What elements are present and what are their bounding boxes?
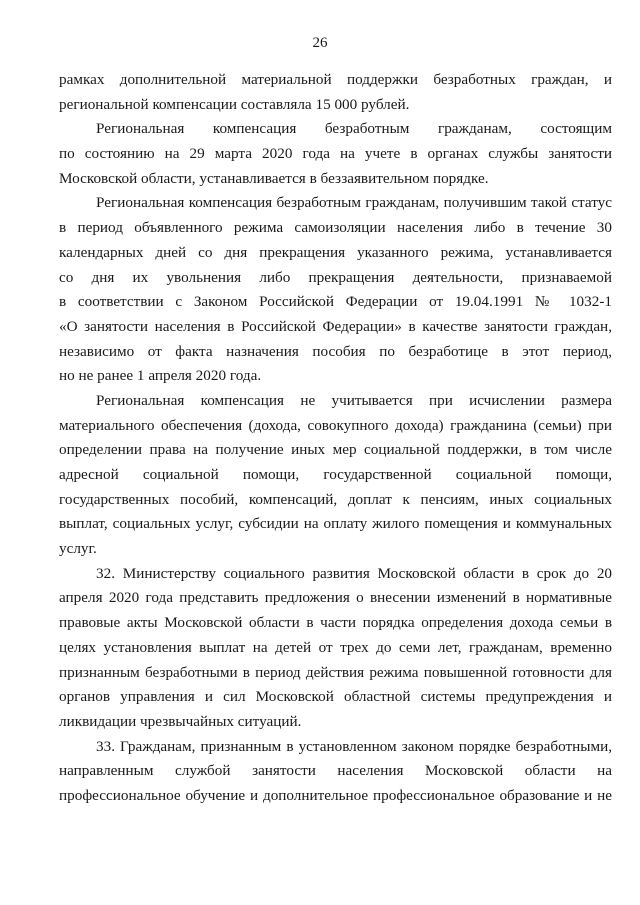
paragraph-line: по состоянию на 29 марта 2020 года на учете в органах службы занятости xyxy=(59,145,612,163)
page-number: 26 xyxy=(312,35,328,51)
paragraph-line: в период объявленного режима самоизоляции населения либо в течение 30 xyxy=(59,219,612,237)
paragraph-line: правовые акты Московской области в части порядка определения дохода семьи в xyxy=(59,614,612,632)
paragraph-line: но не ранее 1 апреля 2020 года. xyxy=(59,367,262,385)
paragraph-line: Региональная компенсация не учитывается при исчислении размера xyxy=(96,391,612,409)
paragraph-line: органов управления и сил Московской областной системы предупреждения и xyxy=(59,688,612,706)
paragraph-line: 32. Министерству социального развития Московской области в срок до 20 xyxy=(96,564,612,582)
paragraph xyxy=(59,117,612,191)
paragraph-line: в соответствии с Законом Российской Федерации от 19.04.1991 № 1032-1 xyxy=(59,293,612,311)
paragraph-line: государственных пособий, компенсаций, доплат к пенсиям, иных социальных xyxy=(59,490,612,508)
document-body xyxy=(59,68,612,809)
paragraph-line: определении права на получение иных мер социальной поддержки, в том числе xyxy=(59,441,612,459)
paragraph-line: рамках дополнительной материальной поддержки безработных граждан, и xyxy=(59,71,612,88)
paragraph-line: целях установления выплат на детей от трех до семи лет, гражданам, временно xyxy=(59,638,612,656)
paragraph-line: материального обеспечения (дохода, совокупного дохода) гражданина (семьи) при xyxy=(59,416,612,434)
paragraph-line: календарных дней со дня прекращения указанного режима, устанавливается xyxy=(59,243,612,261)
paragraph-line: Московской области, устанавливается в беззаявительном порядке. xyxy=(59,169,489,187)
paragraph xyxy=(59,68,612,117)
paragraph-line: Региональная компенсация безработным гражданам, получившим такой статус xyxy=(96,194,612,212)
paragraph-line: ликвидации чрезвычайных ситуаций. xyxy=(59,712,302,730)
paragraph-line: Региональная компенсация безработным гражданам, состоящим xyxy=(96,120,612,138)
paragraph-line: услуг. xyxy=(59,540,97,558)
paragraph xyxy=(59,562,612,735)
paragraph-line: «О занятости населения в Российской Федерации» в качестве занятости граждан, xyxy=(59,317,612,335)
paragraph-line: направленным службой занятости населения Московской области на xyxy=(59,762,612,780)
paragraph xyxy=(59,389,612,562)
paragraph-line: региональной компенсации составляла 15 000 рублей. xyxy=(59,95,410,113)
paragraph xyxy=(59,735,612,809)
paragraph-line: апреля 2020 года представить предложения о внесении изменений в нормативные xyxy=(59,589,612,607)
paragraph-line: независимо от факта назначения пособия по безработице в этот период, xyxy=(59,342,612,360)
paragraph-line: признанным безработными в период действия режима повышенной готовности для xyxy=(59,663,612,681)
paragraph-line: со дня их увольнения либо прекращения деятельности, признаваемой xyxy=(59,268,612,286)
paragraph-line: профессиональное обучение и дополнительное профессиональное образование и не xyxy=(59,786,612,804)
paragraph-line: 33. Гражданам, признанным в установленном законом порядке безработными, xyxy=(96,737,612,755)
paragraph-line: адресной социальной помощи, государственной социальной помощи, xyxy=(59,466,612,483)
paragraph xyxy=(59,191,612,389)
paragraph-line: выплат, социальных услуг, субсидии на оплату жилого помещения и коммунальных xyxy=(59,515,612,533)
